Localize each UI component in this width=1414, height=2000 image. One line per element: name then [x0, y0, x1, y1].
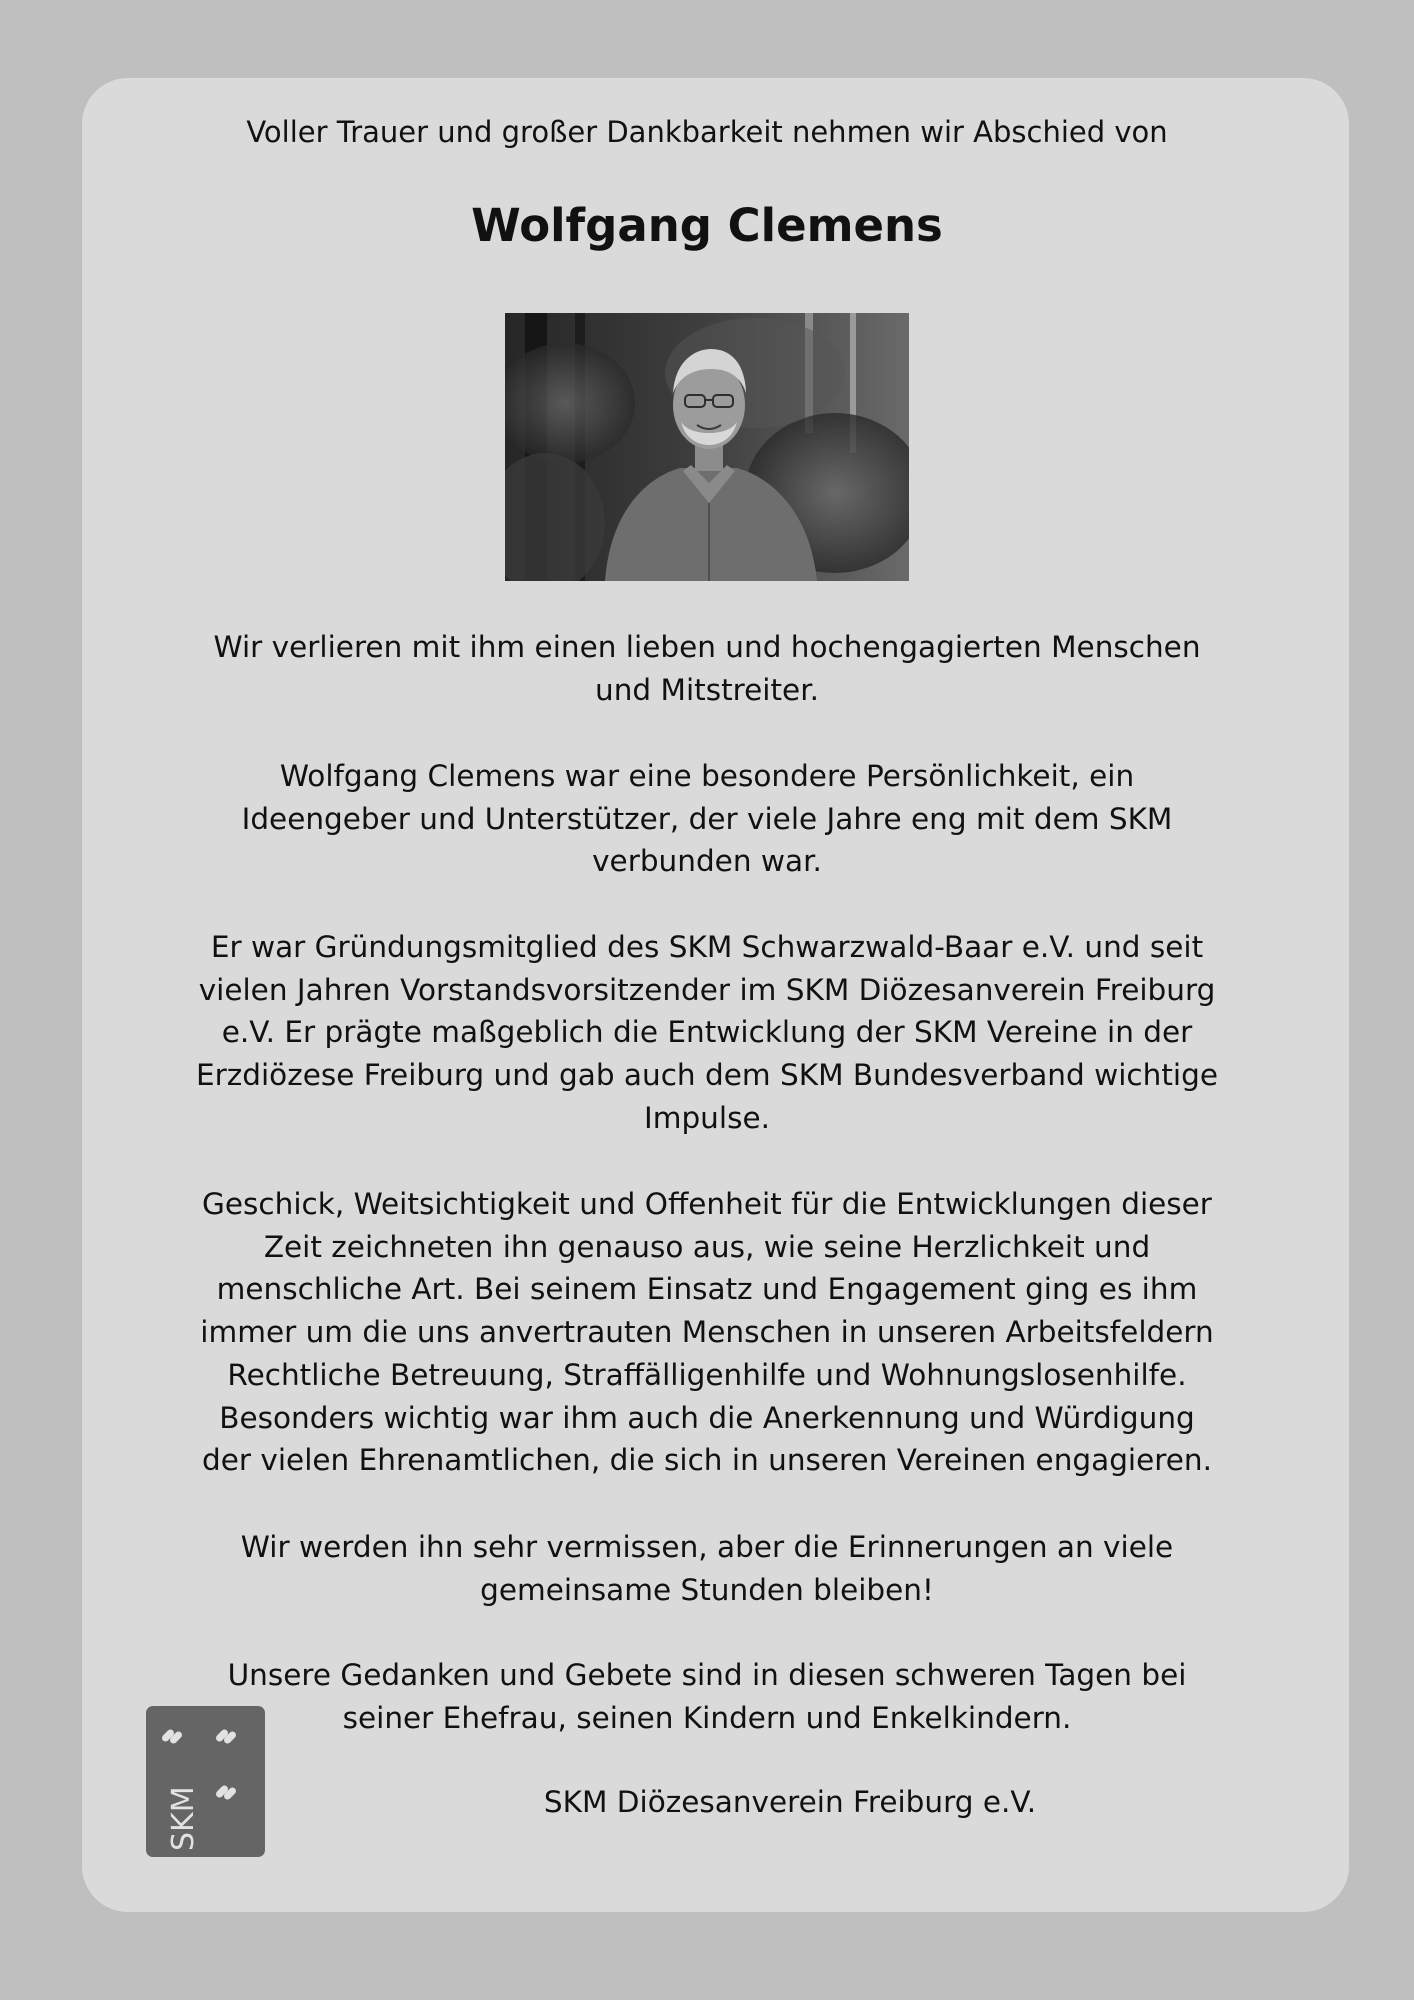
paragraph-1-line-1: Wir verlieren mit ihm einen lieben und hochengagierten Menschen: [213, 630, 1201, 664]
paragraph-2-line-1: Wolfgang Clemens war eine besondere Persönlichkeit, ein: [279, 759, 1135, 793]
paragraph-3: [0, 926, 1414, 1140]
paragraph-4-line-7: der vielen Ehrenamtlichen, die sich in unseren Vereinen engagieren.: [202, 1443, 1212, 1478]
paragraph-5-line-1: Wir werden ihn sehr vermissen, aber die Erinnerungen an viele: [240, 1530, 1174, 1564]
paragraph-3-line-2: vielen Jahren Vorstandsvorsitzender im SKM Diözesanverein Freiburg: [198, 972, 1216, 1007]
portrait-photo: [505, 313, 909, 581]
paragraph-4-line-1: Geschick, Weitsichtigkeit und Offenheit für die Entwicklungen dieser: [202, 1187, 1212, 1221]
paragraph-1-line-2: und Mitstreiter.: [595, 672, 819, 707]
paragraph-3-line-5: Impulse.: [644, 1100, 770, 1135]
skm-logo-icon: [146, 1706, 265, 1857]
paragraph-4-line-2: Zeit zeichneten ihn genauso aus, wie seine Herzlichkeit und: [263, 1229, 1151, 1264]
paragraph-4-line-3: menschliche Art. Bei seinem Einsatz und Engagement ging es ihm: [216, 1272, 1198, 1307]
paragraph-2: [0, 755, 1414, 883]
paragraph-6-line-2: seiner Ehefrau, seinen Kindern und Enkelkindern.: [342, 1700, 1072, 1735]
paragraph-4-line-6: Besonders wichtig war ihm auch die Anerkennung und Würdigung: [219, 1400, 1195, 1435]
paragraph-2-line-2: Ideengeber und Unterstützer, der viele Jahre eng mit dem SKM: [241, 801, 1173, 836]
paragraph-5-line-2: gemeinsame Stunden bleiben!: [480, 1572, 934, 1607]
paragraph-6-line-1: Unsere Gedanken und Gebete sind in diesen schweren Tagen bei: [227, 1658, 1187, 1692]
paragraph-4-line-5: Rechtliche Betreuung, Straffälligenhilfe und Wohnungslosenhilfe.: [227, 1357, 1187, 1392]
signature: SKM Diözesanverein Freiburg e.V.: [543, 1785, 1037, 1819]
paragraph-4-line-4: immer um die uns anvertrauten Menschen in unseren Arbeitsfeldern: [200, 1315, 1214, 1350]
intro-line: Voller Trauer und großer Dankbarkeit nehmen wir Abschied von: [246, 115, 1168, 149]
paragraph-3-line-1: Er war Gründungsmitglied des SKM Schwarzwald-Baar e.V. und seit: [210, 930, 1204, 964]
paragraph-5: [0, 1526, 1414, 1611]
logo-text: SKM: [166, 1786, 201, 1851]
paragraph-4: [0, 1183, 1414, 1482]
paragraph-3-line-3: e.V. Er prägte maßgeblich die Entwicklung der SKM Vereine in der: [221, 1015, 1193, 1050]
paragraph-3-line-4: Erzdiözese Freiburg und gab auch dem SKM Bundesverband wichtige: [196, 1058, 1218, 1093]
deceased-name: Wolfgang Clemens: [471, 199, 943, 252]
paragraph-2-line-3: verbunden war.: [592, 844, 822, 879]
paragraph-1: [0, 626, 1414, 711]
